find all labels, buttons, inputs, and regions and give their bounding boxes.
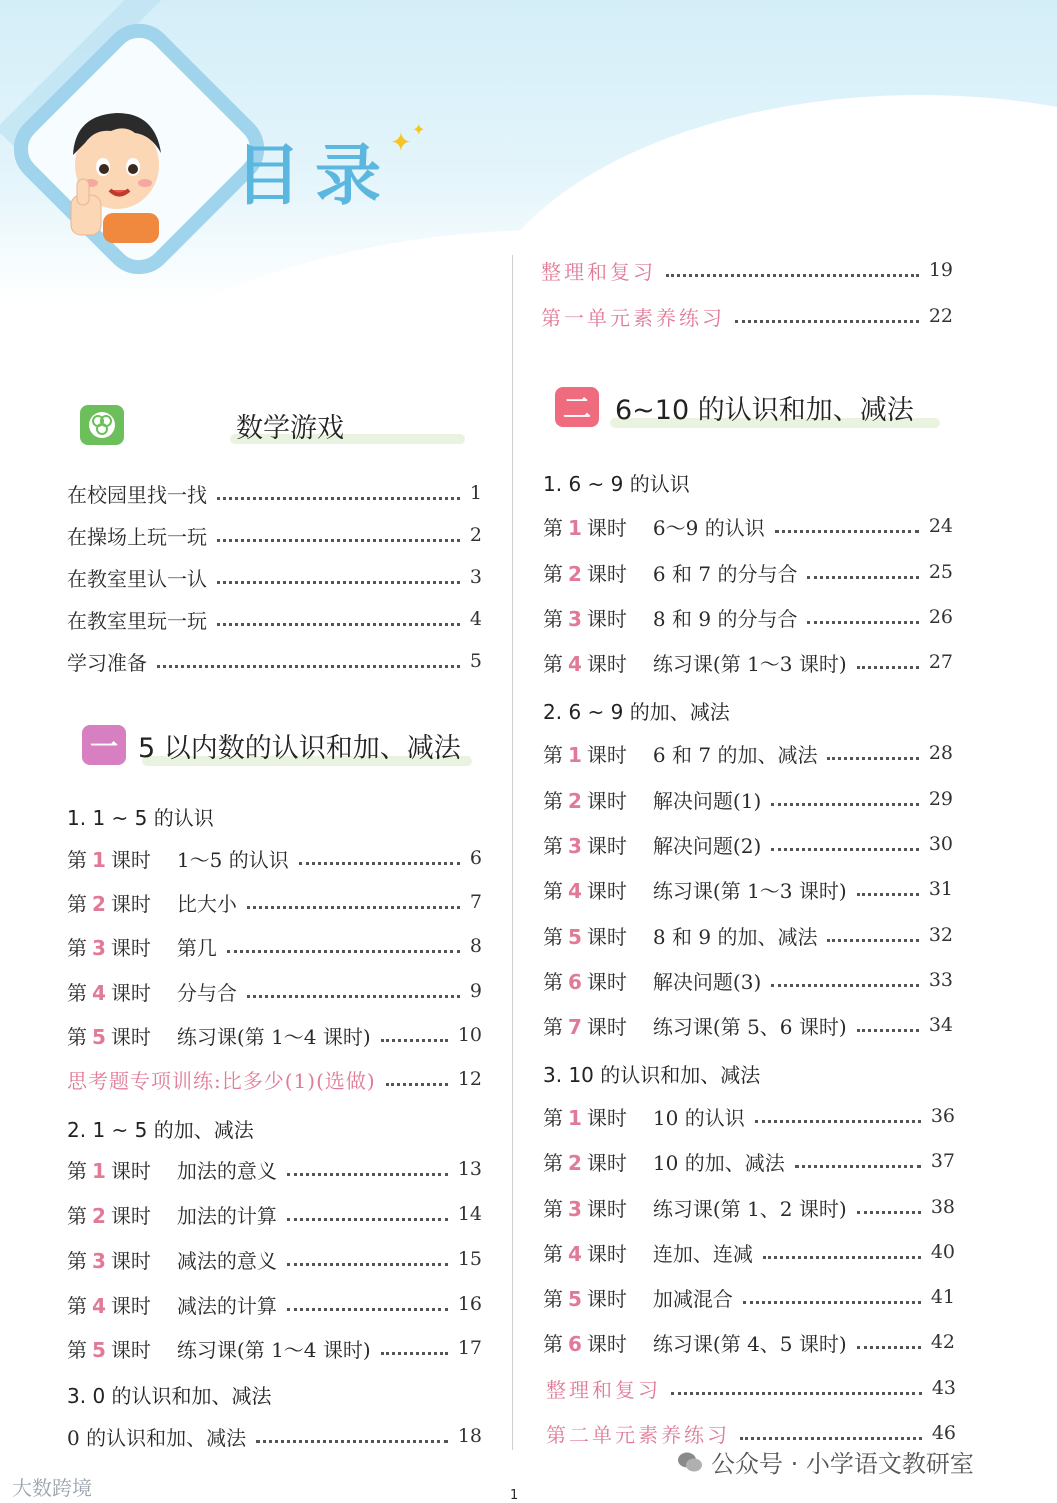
toc-entry[interactable]: 第 2 课时 加法的计算 14 <box>67 1203 482 1228</box>
sparkle-icon: ✦ <box>390 128 412 158</box>
page-number: 41 <box>930 1286 955 1308</box>
unit-title: 5 以内数的认识和加、减法 <box>138 732 461 764</box>
page-number: 38 <box>930 1196 955 1218</box>
page-number: 40 <box>930 1241 955 1263</box>
page-number: 5 <box>469 650 482 672</box>
page-number: 43 <box>931 1377 956 1399</box>
wechat-icon <box>677 1451 703 1473</box>
toc-entry[interactable]: 第 5 课时 加减混合 41 <box>543 1286 955 1311</box>
page-number: 46 <box>931 1422 956 1444</box>
toc-entry[interactable]: 第 4 课时 减法的计算 16 <box>67 1293 482 1318</box>
page-number: 25 <box>928 561 953 583</box>
page-number: 26 <box>928 606 953 628</box>
subsection-title: 1. 1 ~ 5 的认识 <box>67 806 214 830</box>
page-number: 36 <box>930 1105 955 1127</box>
page-number: 6 <box>469 847 482 869</box>
page-number: 2 <box>469 524 482 546</box>
page-title: 目录 <box>235 137 395 214</box>
toc-entry[interactable]: 第 3 课时 练习课(第 1、2 课时) 38 <box>543 1196 955 1221</box>
toc-entry[interactable]: 第 4 课时 练习课(第 1～3 课时) 27 <box>543 651 953 676</box>
toc-entry[interactable]: 第 2 课时 比大小 7 <box>67 891 482 916</box>
page-number: 14 <box>457 1203 482 1225</box>
subsection-title: 3. 10 的认识和加、减法 <box>543 1063 761 1087</box>
toc-entry[interactable]: 第 1 课时 1～5 的认识 6 <box>67 847 482 872</box>
toc-entry[interactable]: 第 4 课时 连加、连减 40 <box>543 1241 955 1266</box>
watermark: 公众号 · 小学语文教研室 <box>677 1444 974 1479</box>
page-number: 12 <box>457 1068 482 1090</box>
toc-entry[interactable]: 第 3 课时 第几 8 <box>67 935 482 960</box>
toc-entry[interactable]: 在操场上玩一玩 2 <box>67 524 482 549</box>
corner-watermark: 大数跨境 <box>12 1476 92 1500</box>
page-number: 15 <box>457 1248 482 1270</box>
game-section-title: 数学游戏 <box>236 412 344 444</box>
page-number: 8 <box>469 935 482 957</box>
unit-badge: 一 <box>82 725 126 765</box>
page-number: 30 <box>928 833 953 855</box>
toc-entry[interactable]: 第 2 课时 10 的加、减法 37 <box>543 1150 955 1175</box>
subsection-title: 1. 6 ~ 9 的认识 <box>543 472 690 496</box>
page-number: 29 <box>928 788 953 810</box>
toc-entry-practice[interactable]: 第一单元素养练习 22 <box>541 305 953 330</box>
unit-title: 6~10 的认识和加、减法 <box>615 394 914 426</box>
toc-entry[interactable]: 在教室里玩一玩 4 <box>67 608 482 633</box>
toc-entry[interactable]: 学习准备 5 <box>67 650 482 675</box>
subsection-title: 3. 0 的认识和加、减法 <box>67 1384 272 1408</box>
toc-entry[interactable]: 第 6 课时 解决问题(3) 33 <box>543 969 953 994</box>
toc-entry[interactable]: 第 1 课时 6～9 的认识 24 <box>543 515 953 540</box>
unit-header-1 <box>82 720 477 770</box>
page-number: 1 <box>469 482 482 504</box>
toc-entry[interactable]: 第 3 课时 解决问题(2) 30 <box>543 833 953 858</box>
page-number: 37 <box>930 1150 955 1172</box>
page-footer-number: 1 <box>510 1488 519 1503</box>
page-number: 33 <box>928 969 953 991</box>
toc-entry-think[interactable]: 思考题专项训练:比多少(1)(选做) 12 <box>67 1068 482 1093</box>
page-number: 4 <box>469 608 482 630</box>
toc-entry[interactable]: 第 4 课时 练习课(第 1～3 课时) 31 <box>543 878 953 903</box>
toc-entry[interactable]: 第 1 课时 加法的意义 13 <box>67 1158 482 1183</box>
toc-entry-review[interactable]: 整理和复习 19 <box>541 259 953 284</box>
boy-thumbs-up-icon <box>55 95 175 245</box>
toc-entry[interactable]: 第 2 课时 解决问题(1) 29 <box>543 788 953 813</box>
toc-entry[interactable]: 第 5 课时 8 和 9 的加、减法 32 <box>543 924 953 949</box>
toc-entry[interactable]: 第 1 课时 6 和 7 的加、减法 28 <box>543 742 953 767</box>
toc-entry[interactable]: 第 4 课时 分与合 9 <box>67 980 482 1005</box>
toc-entry[interactable]: 在教室里认一认 3 <box>67 566 482 591</box>
toc-entry[interactable]: 第 6 课时 练习课(第 4、5 课时) 42 <box>543 1331 955 1356</box>
unit-badge: 二 <box>555 387 599 427</box>
page-number: 42 <box>930 1331 955 1353</box>
page-number: 16 <box>457 1293 482 1315</box>
page-number: 10 <box>457 1024 482 1046</box>
page-number: 27 <box>928 651 953 673</box>
page-number: 28 <box>928 742 953 764</box>
toc-entry[interactable]: 第 1 课时 10 的认识 36 <box>543 1105 955 1130</box>
sparkle-small-icon: ✦ <box>412 120 426 139</box>
toc-entry[interactable]: 第 2 课时 6 和 7 的分与合 25 <box>543 561 953 586</box>
page-number: 34 <box>928 1014 953 1036</box>
toc-entry[interactable]: 在校园里找一找 1 <box>67 482 482 507</box>
game-section-icon <box>80 405 124 445</box>
page-number: 18 <box>457 1425 482 1447</box>
toc-entry[interactable]: 第 5 课时 练习课(第 1～4 课时) 17 <box>67 1337 482 1362</box>
toc-entry[interactable]: 第 3 课时 减法的意义 15 <box>67 1248 482 1273</box>
toc-entry-review[interactable]: 整理和复习 43 <box>546 1377 956 1402</box>
toc-entry[interactable]: 第 7 课时 练习课(第 5、6 课时) 34 <box>543 1014 953 1039</box>
page-number: 9 <box>469 980 482 1002</box>
unit-header-2 <box>555 382 940 432</box>
toc-entry[interactable]: 0 的认识和加、减法 18 <box>67 1425 482 1450</box>
page-number: 22 <box>928 305 953 327</box>
page-number: 17 <box>457 1337 482 1359</box>
subsection-title: 2. 1 ~ 5 的加、减法 <box>67 1118 254 1142</box>
page-number: 19 <box>928 259 953 281</box>
page-number: 13 <box>457 1158 482 1180</box>
page-number: 3 <box>469 566 482 588</box>
page-number: 24 <box>928 515 953 537</box>
page-number: 31 <box>928 878 953 900</box>
column-divider <box>512 255 513 1450</box>
toc-entry-practice[interactable]: 第二单元素养练习 46 <box>546 1422 956 1447</box>
toc-entry[interactable]: 第 5 课时 练习课(第 1～4 课时) 10 <box>67 1024 482 1049</box>
page-number: 32 <box>928 924 953 946</box>
subsection-title: 2. 6 ~ 9 的加、减法 <box>543 700 730 724</box>
toc-entry[interactable]: 第 3 课时 8 和 9 的分与合 26 <box>543 606 953 631</box>
page-number: 7 <box>469 891 482 913</box>
section-header-game <box>80 400 470 450</box>
